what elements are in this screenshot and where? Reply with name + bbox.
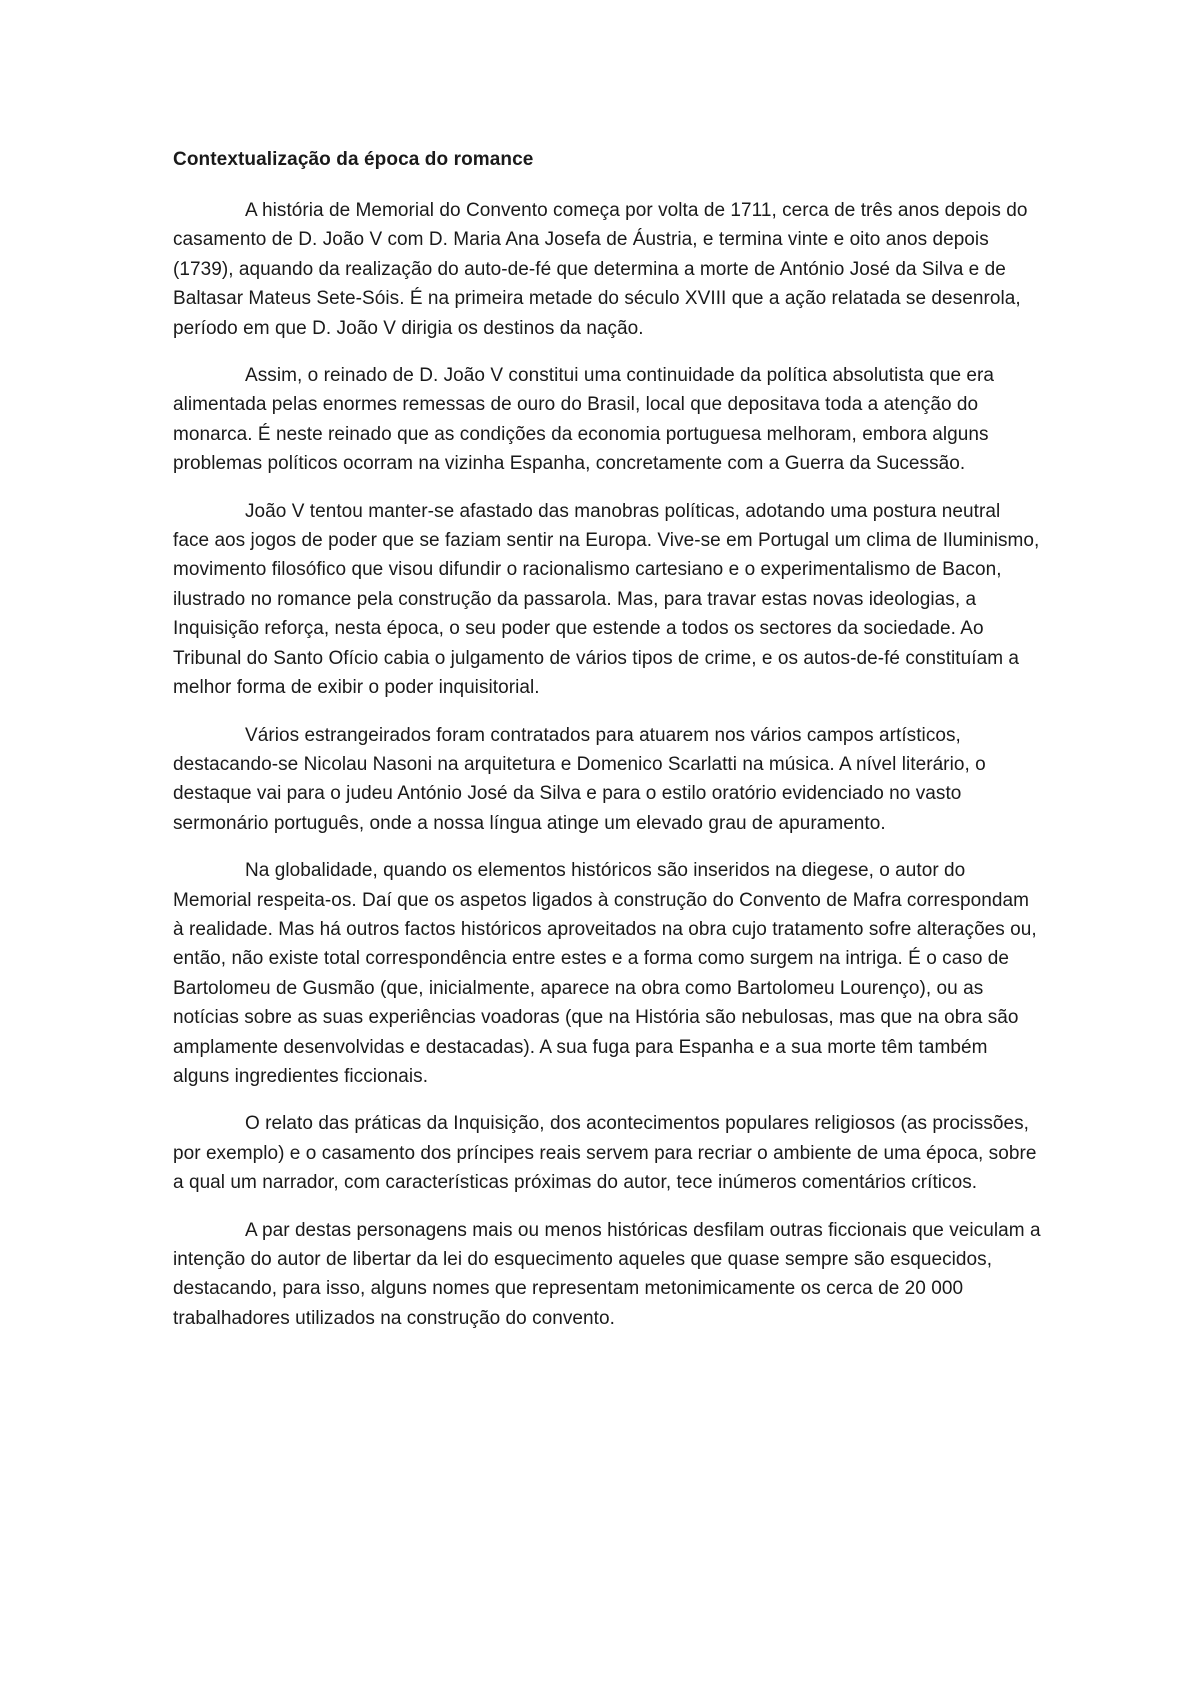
paragraph-4: Vários estrangeirados foram contratados para atuarem nos vários campos artísticos, destacando-se Nicolau Nasoni na arquitetura e Domenico Scarlatti na música. A nível literário, o destaque vai para o judeu António José da Silva e para o estilo oratório evidenciado no vasto sermonário português, onde a nossa língua atinge um elevado grau de apuramento.: [173, 724, 986, 834]
paragraph-6: O relato das práticas da Inquisição, dos acontecimentos populares religiosos (as procissões, por exemplo) e o casamento dos príncipes reais servem para recriar o ambiente de uma época, sobre a qual um narrador, com características próximas do autor, tece inúmeros comentários críticos.: [173, 1113, 1037, 1194]
document-page: [173, 146, 1041, 1351]
paragraph-3: João V tentou manter-se afastado das manobras políticas, adotando uma postura neutral face aos jogos de poder que se faziam sentir na Europa. Vive-se em Portugal um clima de Iluminismo, movimento filosófico que visou difundir o racionalismo cartesiano e o experimentalismo de Bacon, ilustrado no romance pela construção da passarola. Mas, para travar estas novas ideologias, a Inquisição reforça, nesta época, o seu poder que estende a todos os sectores da sociedade. Ao Tribunal do Santo Ofício cabia o julgamento de vários tipos de crime, e os autos-de-fé constituíam a melhor forma de exibir o poder inquisitorial.: [173, 500, 1040, 699]
paragraph-7: A par destas personagens mais ou menos históricas desfilam outras ficcionais que veiculam a intenção do autor de libertar da lei do esquecimento aqueles que quase sempre são esquecidos, destacando, para isso, alguns nomes que representam metonimicamente os cerca de 20 000 trabalhadores utilizados na construção do convento.: [173, 1219, 1041, 1329]
paragraph-5: Na globalidade, quando os elementos históricos são inseridos na diegese, o autor do Memorial respeita-os. Daí que os aspetos ligados à construção do Convento de Mafra correspondam à realidade. Mas há outros factos históricos aproveitados na obra cujo tratamento sofre alterações ou, então, não existe total correspondência entre estes e a forma como surgem na intriga. É o caso de Bartolomeu de Gusmão (que, inicialmente, aparece na obra como Bartolomeu Lourenço), ou as notícias sobre as suas experiências voadoras (que na História são nebulosas, mas que na obra são amplamente desenvolvidas e destacadas). A sua fuga para Espanha e a sua morte têm também alguns ingredientes ficcionais.: [173, 860, 1037, 1087]
document-title: Contextualização da época do romance: [173, 149, 534, 170]
paragraph-1: A história de Memorial do Convento começa por volta de 1711, cerca de três anos depois do casamento de D. João V com D. Maria Ana Josefa de Áustria, e termina vinte e oito anos depois (1739), aquando da realização do auto-de-fé que determina a morte de António José da Silva e de Baltasar Mateus Sete-Sóis. É na primeira metade do século XVIII que a ação relatada se desenrola, período em que D. João V dirigia os destinos da nação.: [173, 200, 1028, 339]
paragraph-2: Assim, o reinado de D. João V constitui uma continuidade da política absolutista que era alimentada pelas enormes remessas de ouro do Brasil, local que depositava toda a atenção do monarca. É neste reinado que as condições da economia portuguesa melhoram, embora alguns problemas políticos ocorram na vizinha Espanha, concretamente com a Guerra da Sucessão.: [173, 365, 995, 475]
